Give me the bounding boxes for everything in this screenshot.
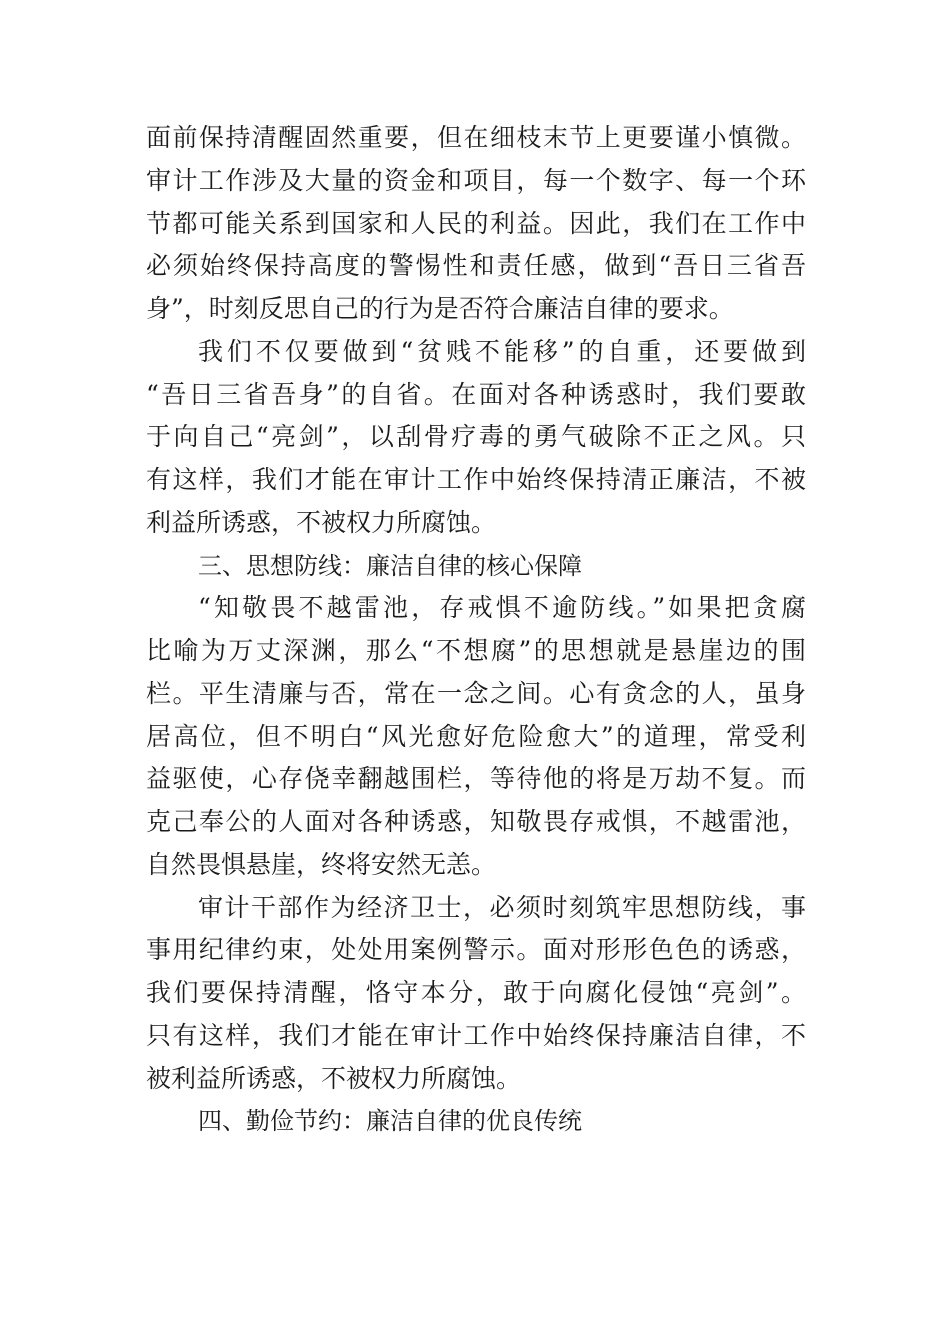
text-line: 我们不仅要做到“贫贱不能移”的自重，还要做到: [198, 336, 806, 366]
text-line: 居高位，但不明白“风光愈好危险愈大”的道理，常受利: [146, 721, 806, 751]
paragraph: [146, 587, 806, 886]
paragraph: [146, 117, 806, 331]
paragraph: [146, 887, 806, 1101]
text-line: 被利益所诱惑，不被权力所腐蚀。: [146, 1063, 522, 1093]
text-line: “吾日三省吾身”的自省。在面对各种诱惑时，我们要敢: [146, 379, 806, 409]
text-line: 栏。平生清廉与否，常在一念之间。心有贪念的人，虽身: [146, 678, 806, 708]
text-line: 审计工作涉及大量的资金和项目，每一个数字、每一个环: [146, 165, 806, 195]
text-line: 身”，时刻反思自己的行为是否符合廉洁自律的要求。: [146, 294, 734, 323]
text-line: 事用纪律约束，处处用案例警示。面对形形色色的诱惑，: [146, 935, 806, 965]
text-line: 只有这样，我们才能在审计工作中始终保持廉洁自律，不: [146, 1020, 806, 1050]
text-line: 节都可能关系到国家和人民的利益。因此，我们在工作中: [146, 208, 806, 238]
text-line: 有这样，我们才能在审计工作中始终保持清正廉洁，不被: [146, 465, 806, 494]
text-line: 审计干部作为经济卫士，必须时刻筑牢思想防线，事: [198, 892, 806, 922]
section-heading: 四、勤俭节约：廉洁自律的优良传统: [198, 1107, 582, 1136]
text-line: 比喻为万丈深渊，那么“不想腐”的思想就是悬崖边的围: [146, 636, 806, 665]
text-line: 自然畏惧悬崖，终将安然无恙。: [146, 849, 497, 879]
text-line: 我们要保持清醒，恪守本分，敢于向腐化侵蚀“亮剑”。: [146, 978, 806, 1007]
text-line: 面前保持清醒固然重要，但在细枝末节上更要谨小慎微。: [146, 123, 806, 152]
document-body: [146, 117, 806, 1143]
text-line: 益驱使，心存侥幸翻越围栏，等待他的将是万劫不复。而: [146, 764, 806, 794]
text-line: 利益所诱惑，不被权力所腐蚀。: [146, 507, 497, 537]
text-line: 克己奉公的人面对各种诱惑，知敬畏存戒惧，不越雷池，: [146, 807, 806, 836]
text-line: 于向自己“亮剑”，以刮骨疗毒的勇气破除不正之风。只: [146, 422, 806, 452]
section-heading: 三、思想防线：廉洁自律的核心保障: [198, 551, 582, 580]
text-line: “知敬畏不越雷池，存戒惧不逾防线。”如果把贪腐: [198, 593, 806, 623]
paragraph: [146, 331, 806, 545]
text-line: 必须始终保持高度的警惕性和责任感，做到“吾日三省吾: [146, 251, 806, 281]
